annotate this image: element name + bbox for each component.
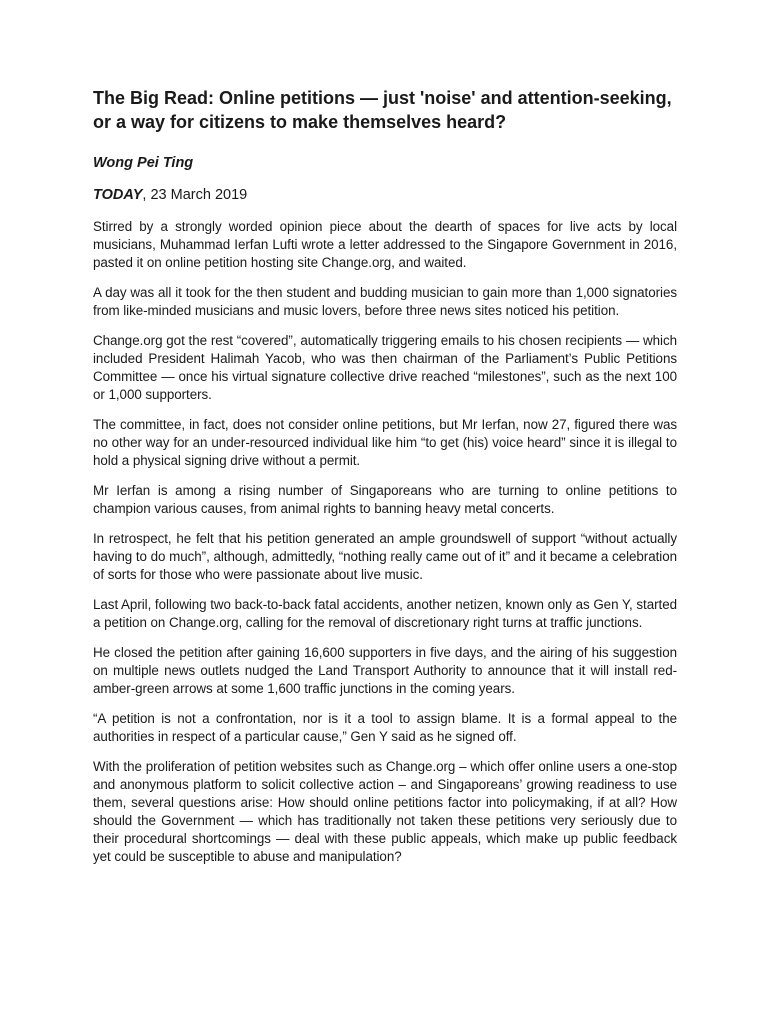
paragraph-1: Stirred by a strongly worded opinion piece about the dearth of spaces for live acts by local musicians, Muhammad Ierfan Lufti wrote a letter addressed to the Singapore Government in 2016, pasted it on online petition hosting site Change.org, and waited. [93,219,677,270]
paragraph-5: Mr Ierfan is among a rising number of Singaporeans who are turning to online petitions to champion various causes, from animal rights to banning heavy metal concerts. [93,483,677,516]
paragraph-7: Last April, following two back-to-back fatal accidents, another netizen, known only as Gen Y, started a petition on Change.org, calling for the removal of discretionary right turns at traffic junctions. [93,597,677,630]
paragraph-3: Change.org got the rest “covered”, automatically triggering emails to his chosen recipients — which included President Halimah Yacob, who was then chairman of the Parliament’s Public Petitions Committee — once his virtual signature collective drive reached “milestones”, such as the next 100 or 1,000 supporters. [93,333,677,402]
paragraph-9: “A petition is not a confrontation, nor is it a tool to assign blame. It is a formal appeal to the authorities in respect of a particular cause,” Gen Y said as he signed off. [93,711,677,744]
publication-name: TODAY [93,187,143,203]
paragraph-10: With the proliferation of petition websites such as Change.org – which offer online users a one-stop and anonymous platform to solicit collective action – and Singaporeans’ growing readiness to use them, several questions arise: How should online petitions factor into policymaking, if at all? How should the Government — which has traditionally not taken these petitions very seriously due to their procedural shortcomings — deal with these public appeals, which make up public feedback yet could be susceptible to abuse and manipulation? [93,759,677,864]
article-title: The Big Read: Online petitions — just 'noise' and attention-seeking, or a way for citizens to make themselves heard? [93,88,672,132]
paragraph-2: A day was all it took for the then student and budding musician to gain more than 1,000 signatories from like-minded musicians and music lovers, before three news sites noticed his petition. [93,285,677,318]
article-author: Wong Pei Ting [93,155,194,171]
article-page [93,86,677,878]
paragraph-6: In retrospect, he felt that his petition generated an ample groundswell of support “without actually having to do much”, although, admittedly, “nothing really came out of it” and it became a celebration of sorts for those who were passionate about live music. [93,531,677,582]
article-source [93,186,677,204]
paragraph-4: The committee, in fact, does not consider online petitions, but Mr Ierfan, now 27, figured there was no other way for an under-resourced individual like him “to get (his) voice heard” since it is illegal to hold a physical signing drive without a permit. [93,417,677,468]
publication-date: , 23 March 2019 [142,187,248,203]
paragraph-8: He closed the petition after gaining 16,600 supporters in five days, and the airing of his suggestion on multiple news outlets nudged the Land Transport Authority to announce that it will install red-amber-green arrows at some 1,600 traffic junctions in the coming years. [93,645,677,696]
